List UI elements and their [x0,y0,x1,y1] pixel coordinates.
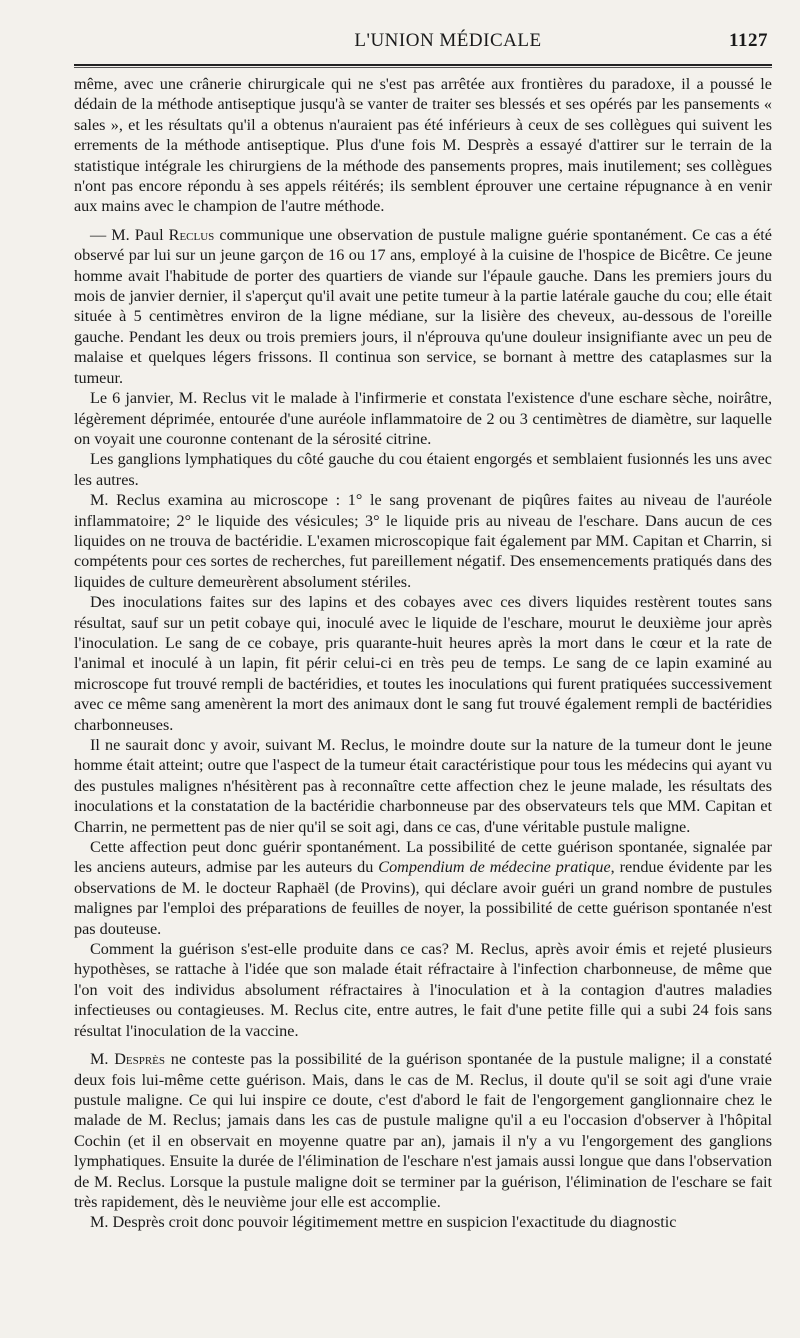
paragraph [74,490,772,592]
paragraph [74,1212,772,1232]
paragraph [74,592,772,735]
paragraph-text: M. Desprès croit donc pouvoir légitimement mettre en suspicion l'exactitude du diagnostic [90,1213,677,1232]
paragraph-text: Comment la guérison s'est-elle produite dans ce cas? M. Reclus, après avoir émis et rejeté plusieurs hypothèses, se rattache à l'idée que son malade était réfractaire à l'infection charbonneuse, de même que l'on voit des individus absolument réfractaires à l'inoculation et à la contagion d'autres maladies infectieuses ou contagieuses. M. Reclus cite, entre autres, le fait d'une petite fille qui a subi 24 fois sans résultat l'inoculation de la vaccine. [74,940,772,1040]
article-body [74,74,772,1233]
paragraph [74,449,772,490]
paragraph-text: , rendue évidente par les observations de M. le docteur Raphaël (de Provins), qui déclare avoir guéri un grand nombre de pustules malignes par l'emploi des préparations de feuilles de noyer, la possibilité de cette guérison spontanée n'est pas douteuse. [74,858,772,938]
paragraph [74,939,772,1041]
paragraph [74,74,772,217]
paragraph-text: Il ne saurait donc y avoir, suivant M. Reclus, le moindre doute sur la nature de la tumeur dont le jeune homme était atteint; outre que l'aspect de la tumeur était caractéristique pour tous les médecins qui ayant vu des pustules malignes n'hésitèrent pas à reconnaître cette affection chez le jeune malade, les résultats des inoculations et la constatation de la bactéridie charbonneuse par des observateurs tels que MM. Capitan et Charrin, ne permettent pas de nier qu'il se soit agi, dans ce cas, d'une véritable pustule maligne. [74,736,772,836]
paragraph-text: M. Reclus examina au microscope : 1° le sang provenant de piqûres faites au niveau de l'auréole inflammatoire; 2° le liquide des vésicules; 3° le liquide pris au niveau de l'eschare. Dans aucun de ces liquides on ne trouva de bactéridie. L'examen microscopique fait également par MM. Capitan et Charrin, si compétents pour ces sortes de recherches, fut pareillement négatif. Des ensemencements pratiqués dans des liquides de culture demeurèrent absolument stériles. [74,491,772,591]
paragraph [74,735,772,837]
paragraph-text: Le 6 janvier, M. Reclus vit le malade à l'infirmerie et constata l'existence d'une eschare sèche, noirâtre, légèrement déprimée, entourée d'une auréole inflammatoire de 2 ou 3 centimètres de diamètre, sur laquelle on voyait une couronne contenant de la sérosité citrine. [74,389,772,448]
running-header [74,30,772,60]
paragraph-text: communique une observation de pustule maligne guérie spontanément. Ce cas a été observé par lui sur un jeune garçon de 16 ou 17 ans, employé à la cuisine de l'hospice de Bicêtre. Ce jeune homme avait l'habitude de porter des quartiers de viande sur l'épaule gauche. Dans les premiers jours du mois de janvier dernier, il s'aperçut qu'il avait une petite tumeur à la partie latérale gauche du cou; elle était située à 5 centimètres environ de la ligne médiane, sur la lisière des cheveux, au-dessous de l'oreille gauche. Pendant les deux ou trois premiers jours, il n'éprouva qu'une douleur insignifiante avec un peu de malaise et quelques légers frissons. Il continua son service, se bornant à mettre des cataplasmes sur la tumeur. [74,225,772,387]
paragraph [74,837,772,939]
paragraph [74,1049,772,1212]
speaker-name: Reclus [168,225,215,244]
journal-title: L'UNION MÉDICALE [354,30,542,51]
paragraph [74,388,772,449]
paragraph-text: Les ganglions lymphatiques du côté gauche du cou étaient engorgés et semblaient fusionnés les uns avec les autres. [74,450,772,489]
page-number: 1127 [729,30,768,51]
paragraph-text: ne conteste pas la possibilité de la guérison spontanée de la pustule maligne; il a constaté deux fois lui-même cette guérison. Mais, dans le cas de M. Reclus, il doute qu'il se soit agi d'une vraie pustule maligne. Ce qui lui inspire ce doute, c'est d'abord le fait de l'engorgement ganglionnaire chez le malade de M. Reclus; jamais dans les cas de pustule maligne qu'il a eu l'occasion d'observer à l'hôpital Cochin (et il en observait en moyenne quatre par an), jamais il n'y a vu l'engorgement des ganglions lymphatiques. Ensuite la durée de l'élimination de l'eschare n'est jamais aussi longue que dans l'observation de M. Reclus. Lorsque la pustule maligne doit se terminer par la guérison, l'élimination de l'eschare se fait très rapidement, dès le neuvième jour elle est accomplie. [74,1050,772,1211]
paragraph-lead: Cette affection peut donc guérir spontanément. La possibilité de cette guérison spontanée, signalée par les anciens auteurs, admise par les auteurs du [74,838,772,877]
paragraph-text: Des inoculations faites sur des lapins et des cobayes avec ces divers liquides restèrent toutes sans résultat, sauf sur un petit cobaye qui, inoculé avec le liquide de l'eschare, mourut le deuxième jour après l'inoculation. Le sang de ce cobaye, pris quarante-huit heures après la mort dans le cœur et la rate de l'animal et inoculé à un lapin, fit périr celui-ci en très peu de temps. Le sang de ce lapin examiné au microscope fut trouvé rempli de bactéridies, et toutes les inoculations qui furent pratiquées successivement avec ce même sang amenèrent la mort des animaux dont le sang fut trouvé également rempli de bactéridies charbonneuses. [74,593,772,734]
cited-work-title: Compendium de médecine pratique [378,858,611,877]
speaker-name: Desprès [114,1050,166,1069]
paragraph-lead: M. [90,1050,115,1069]
header-rule [74,64,772,68]
paragraph [74,225,772,388]
paragraph-lead: — M. Paul [90,225,169,244]
paragraph-text: même, avec une crânerie chirurgicale qui ne s'est pas arrêtée aux frontières du paradoxe, il a poussé le dédain de la méthode antiseptique jusqu'à se vanter de traiter ses blessés et ses opérés par les pansements « sales », et les résultats qu'il a obtenus n'auraient pas été inférieurs à ceux de ses collègues qui suivent les errements de la méthode antiseptique. Plus d'une fois M. Desprès a essayé d'attirer sur le terrain de la statistique intégrale les chirurgiens de la méthode des pansements propres, mais inutilement; ses collègues n'ont pas encore répondu à ses appels réitérés; ils semblent éprouver une certaine répugnance à en venir aux mains avec le champion de l'autre méthode. [74,75,772,216]
